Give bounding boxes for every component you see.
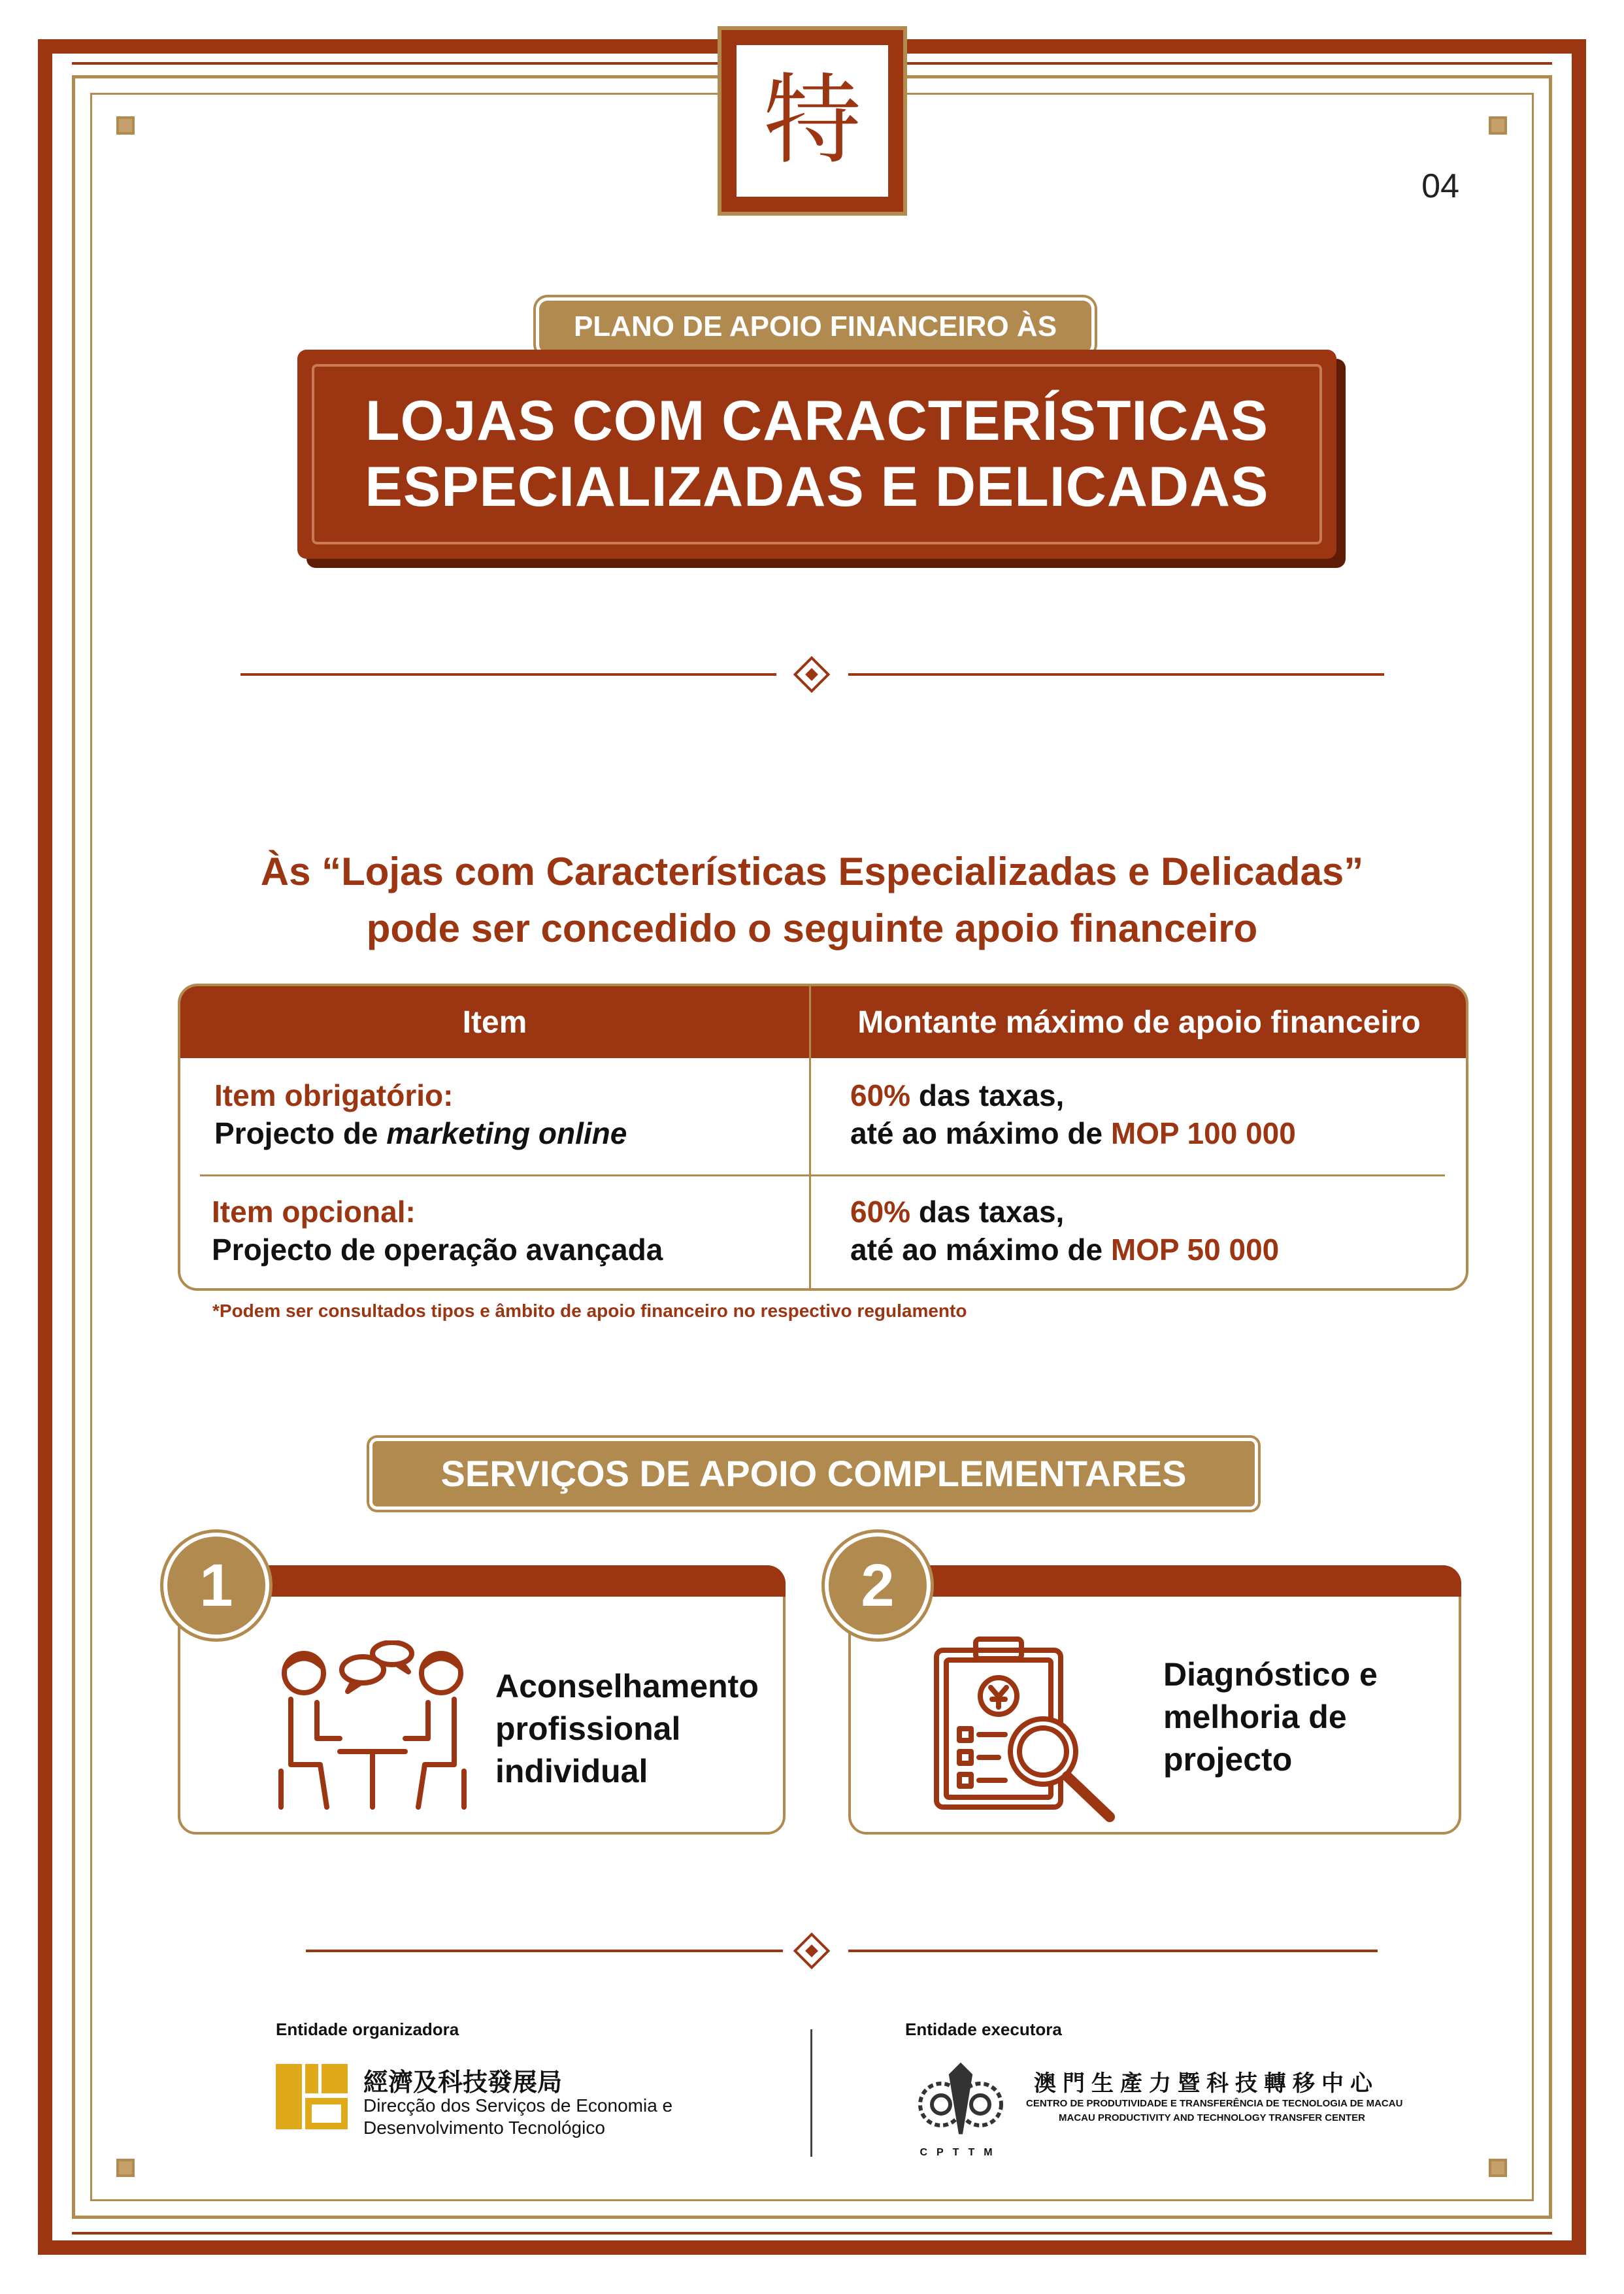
table-footnote: *Podem ser consultados tipos e âmbito de apoio financeiro no respectivo regulamento bbox=[212, 1301, 967, 1321]
dsedt-logo-icon bbox=[276, 2064, 348, 2129]
consultation-icon bbox=[274, 1640, 471, 1817]
table-row bbox=[212, 1194, 663, 1267]
table-header bbox=[180, 986, 1466, 1058]
service-2-text: Diagnóstico e melhoria de projecto bbox=[1163, 1656, 1378, 1778]
row1-item-text: Projecto de marketing online bbox=[214, 1116, 627, 1150]
row1-amount: 60% das taxas, até ao máximo de MOP 100 000 bbox=[850, 1078, 1296, 1150]
table-header-item: Item bbox=[462, 1005, 527, 1040]
footer-divider-left bbox=[306, 1950, 783, 1952]
title-pill: PLANO DE APOIO FINANCEIRO ÀS bbox=[536, 297, 1095, 356]
seal-emblem bbox=[718, 26, 907, 216]
footer-diamond-icon bbox=[799, 1938, 825, 1964]
divider-left bbox=[240, 673, 776, 676]
service-card-2-bar bbox=[887, 1565, 1461, 1597]
footer-divider-right bbox=[848, 1950, 1378, 1952]
footer-separator bbox=[810, 2029, 812, 2157]
title-line-2: ESPECIALIZADAS E DELICADAS bbox=[365, 456, 1269, 518]
corner-ornament-tl bbox=[116, 116, 135, 135]
cpttm-logo-icon bbox=[912, 2062, 1010, 2160]
row2-amount: 60% das taxas, até ao máximo de MOP 50 000 bbox=[850, 1195, 1280, 1267]
cpttm-abbr: CPTTM bbox=[920, 2147, 1002, 2158]
service-card-1-bar bbox=[216, 1565, 786, 1597]
divider-diamond-icon bbox=[799, 661, 825, 688]
page-number: 04 bbox=[1421, 167, 1459, 205]
title-line-1: LOJAS COM CARACTERÍSTICAS bbox=[365, 389, 1268, 452]
executor-name-cn: 澳門生產力暨科技轉移中心 bbox=[1034, 2070, 1379, 2097]
executor-name-pt: CENTRO DE PRODUTIVIDADE E TRANSFERÊNCIA DE TECNOLOGIA DE MACAU bbox=[1026, 2098, 1403, 2109]
organizer-name-cn: 經濟及科技發展局 bbox=[363, 2068, 563, 2097]
corner-ornament-br bbox=[1489, 2159, 1507, 2177]
table-column-divider bbox=[809, 986, 811, 1291]
row2-label: Item opcional: bbox=[212, 1195, 416, 1229]
intro-text bbox=[131, 843, 1493, 957]
organizer-label: Entidade organizadora bbox=[276, 2020, 459, 2039]
service-1-text: Aconselhamento profissional individual bbox=[495, 1668, 759, 1789]
row1-label: Item obrigatório: bbox=[214, 1078, 454, 1112]
table-row-divider bbox=[200, 1174, 1445, 1176]
intro-line-2: pode ser concedido o seguinte apoio financeiro bbox=[366, 906, 1258, 950]
table-header-amount: Montante máximo de apoio financeiro bbox=[857, 1005, 1421, 1040]
organizer-name-pt: Direcção dos Serviços de Economia e Desenvolvimento Tecnológico bbox=[363, 2095, 673, 2138]
executor-label: Entidade executora bbox=[905, 2020, 1062, 2039]
corner-ornament-tr bbox=[1489, 116, 1507, 135]
table-row bbox=[214, 1078, 627, 1151]
clipboard-magnifier-icon bbox=[933, 1634, 1123, 1823]
title-banner bbox=[297, 350, 1336, 559]
corner-ornament-bl bbox=[116, 2159, 135, 2177]
divider-right bbox=[848, 673, 1384, 676]
support-table bbox=[178, 984, 1468, 1291]
row2-item-text: Projecto de operação avançada bbox=[212, 1233, 663, 1267]
executor-name-en: MACAU PRODUCTIVITY AND TECHNOLOGY TRANSFER CENTER bbox=[1059, 2112, 1365, 2123]
bottom-band bbox=[72, 2232, 1552, 2235]
intro-line-1: Às “Lojas com Características Especializadas e Delicadas” bbox=[260, 850, 1364, 893]
services-heading: SERVIÇOS DE APOIO COMPLEMENTARES bbox=[369, 1438, 1258, 1510]
service-number-1: 1 bbox=[163, 1533, 269, 1638]
seal-character: 特 bbox=[763, 64, 861, 178]
service-number-2: 2 bbox=[825, 1533, 931, 1638]
